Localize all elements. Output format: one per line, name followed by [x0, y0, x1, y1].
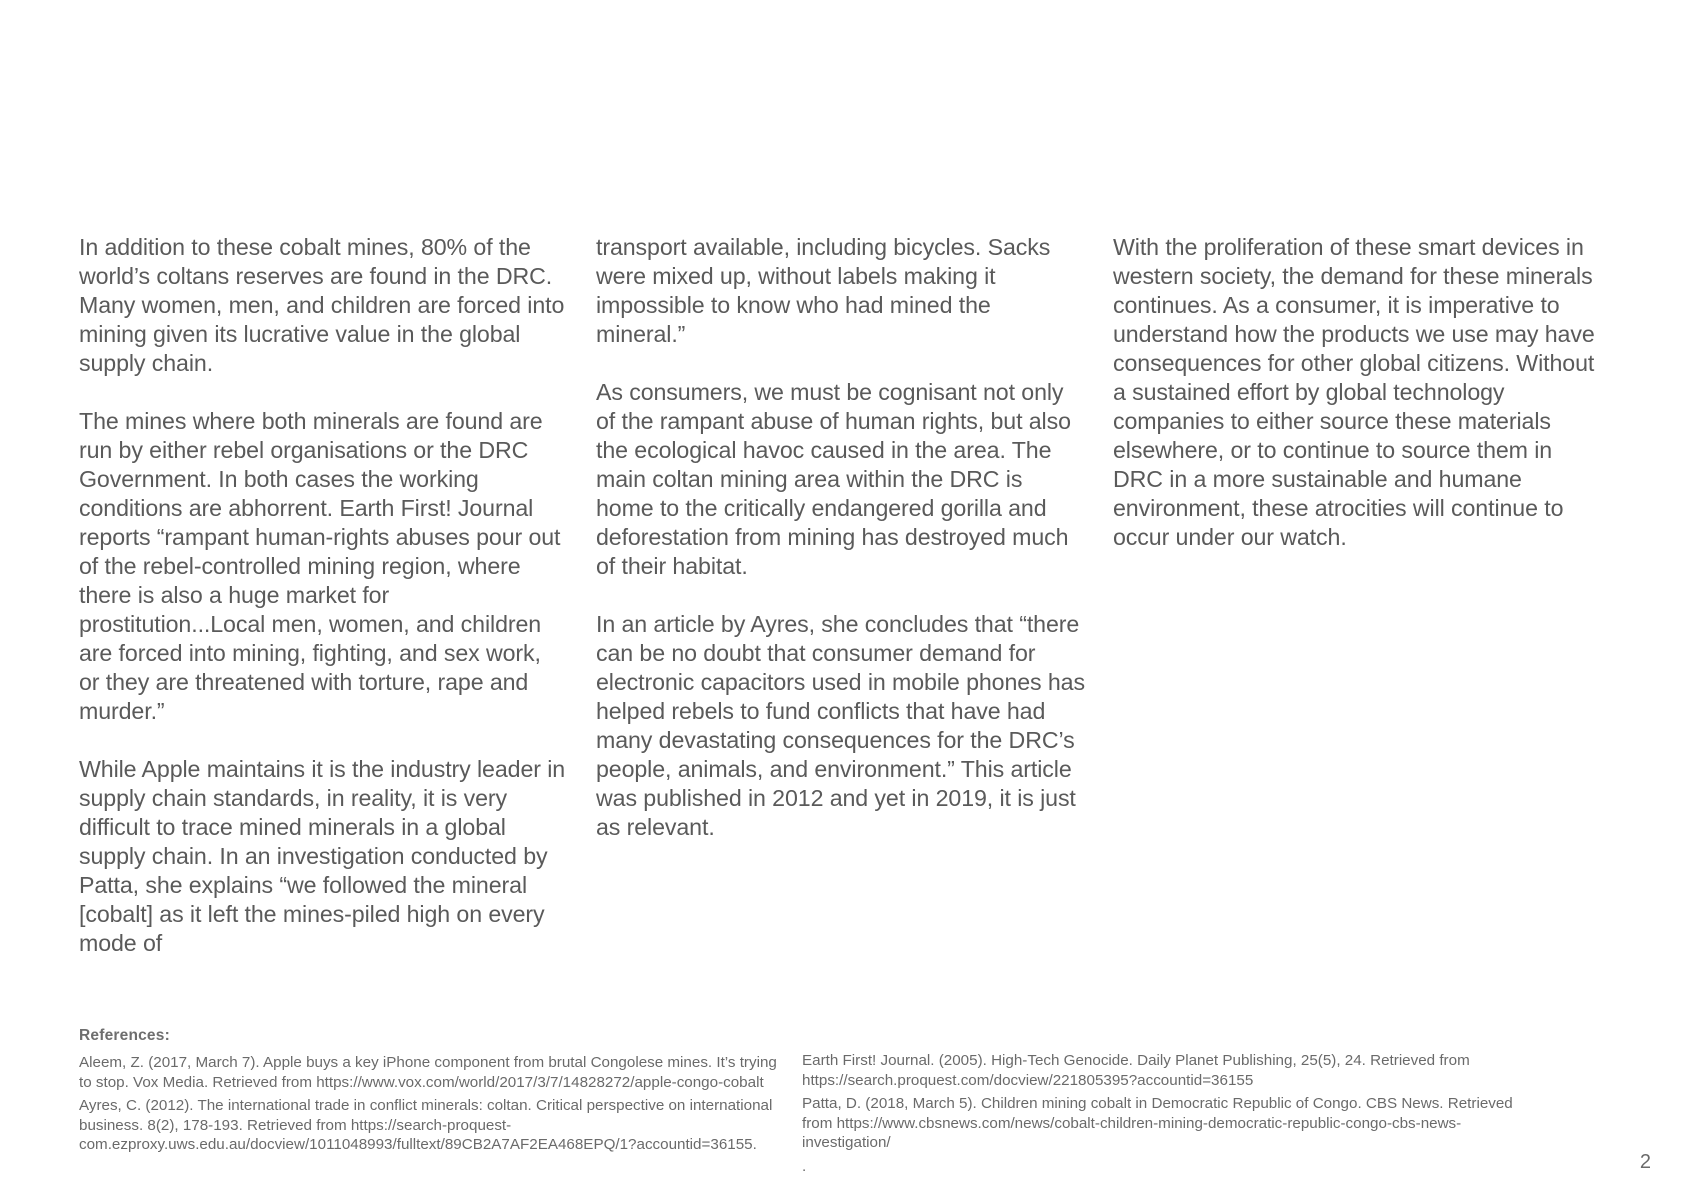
references-right-column: [802, 1051, 1532, 1177]
reference-trailing-dot: .: [802, 1157, 807, 1175]
body-column-3: [1113, 233, 1603, 581]
body-column-1: [79, 233, 566, 987]
reference-item: Ayres, C. (2012). The international trade in conflict minerals: coltan. Critical perspective on international business. 8(2), 178-193. Retrieved from https://search-proquest-com.ezproxy.uws.edu.au/docview/1011048993/fulltext/89CB2A7AF2EA468EPQ/1?accountid=36155.: [79, 1097, 773, 1154]
body-column-2: [596, 233, 1086, 871]
paragraph: While Apple maintains it is the industry leader in supply chain standards, in reality, it is very difficult to trace mined minerals in a global supply chain. In an investigation conducted by Patta, she explains “we followed the mineral [cobalt] as it left the mines-piled high on every mode of: [79, 756, 566, 956]
paragraph: The mines where both minerals are found are run by either rebel organisations or the DRC Government. In both cases the working conditions are abhorrent. Earth First! Journal reports “rampant human-rights abuses pour out of the rebel-controlled mining region, where there is also a huge market for prostitution...Local men, women, and children are forced into mining, fighting, and sex work, or they are threatened with torture, rape and murder.”: [79, 408, 561, 724]
reference-item: Earth First! Journal. (2005). High-Tech Genocide. Daily Planet Publishing, 25(5), 24. Retrieved from https://search.proquest.com/docview/221805395?accountid=36155: [802, 1052, 1470, 1089]
references-left-column: [79, 1053, 779, 1159]
paragraph: As consumers, we must be cognisant not only of the rampant abuse of human rights, but also the ecological havoc caused in the area. The main coltan mining area within the DRC is home to the critically endangered gorilla and deforestation from mining has destroyed much of their habitat.: [596, 379, 1071, 579]
paragraph: In addition to these cobalt mines, 80% of the world’s coltans reserves are found in the DRC. Many women, men, and children are forced into mining given its lucrative value in the global supply chain.: [79, 234, 565, 376]
reference-item: Patta, D. (2018, March 5). Children mining cobalt in Democratic Republic of Congo. CBS News. Retrieved from https://www.cbsnews.com/news/cobalt-children-mining-democratic-republic-congo-cbs-news-investigation/: [802, 1095, 1513, 1152]
paragraph: With the proliferation of these smart devices in western society, the demand for these minerals continues. As a consumer, it is imperative to understand how the products we use may have consequences for other global citizens. Without a sustained effort by global technology companies to either source these materials elsewhere, or to continue to source them in DRC in a more sustainable and humane environment, these atrocities will continue to occur under our watch.: [1113, 234, 1595, 550]
references-heading: References:: [79, 1027, 170, 1044]
page-number: 2: [1639, 1151, 1651, 1173]
paragraph: In an article by Ayres, she concludes that “there can be no doubt that consumer demand for electronic capacitors used in mobile phones has helped rebels to fund conflicts that have had many devastating consequences for the DRC’s people, animals, and environment.” This article was published in 2012 and yet in 2019, it is just as relevant.: [596, 611, 1085, 840]
reference-item: Aleem, Z. (2017, March 7). Apple buys a key iPhone component from brutal Congolese mines. It’s trying to stop. Vox Media. Retrieved from https://www.vox.com/world/2017/3/7/14828272/apple-congo-cobalt: [79, 1054, 777, 1091]
paragraph: transport available, including bicycles. Sacks were mixed up, without labels making it impossible to know who had mined the mineral.”: [596, 234, 1051, 347]
